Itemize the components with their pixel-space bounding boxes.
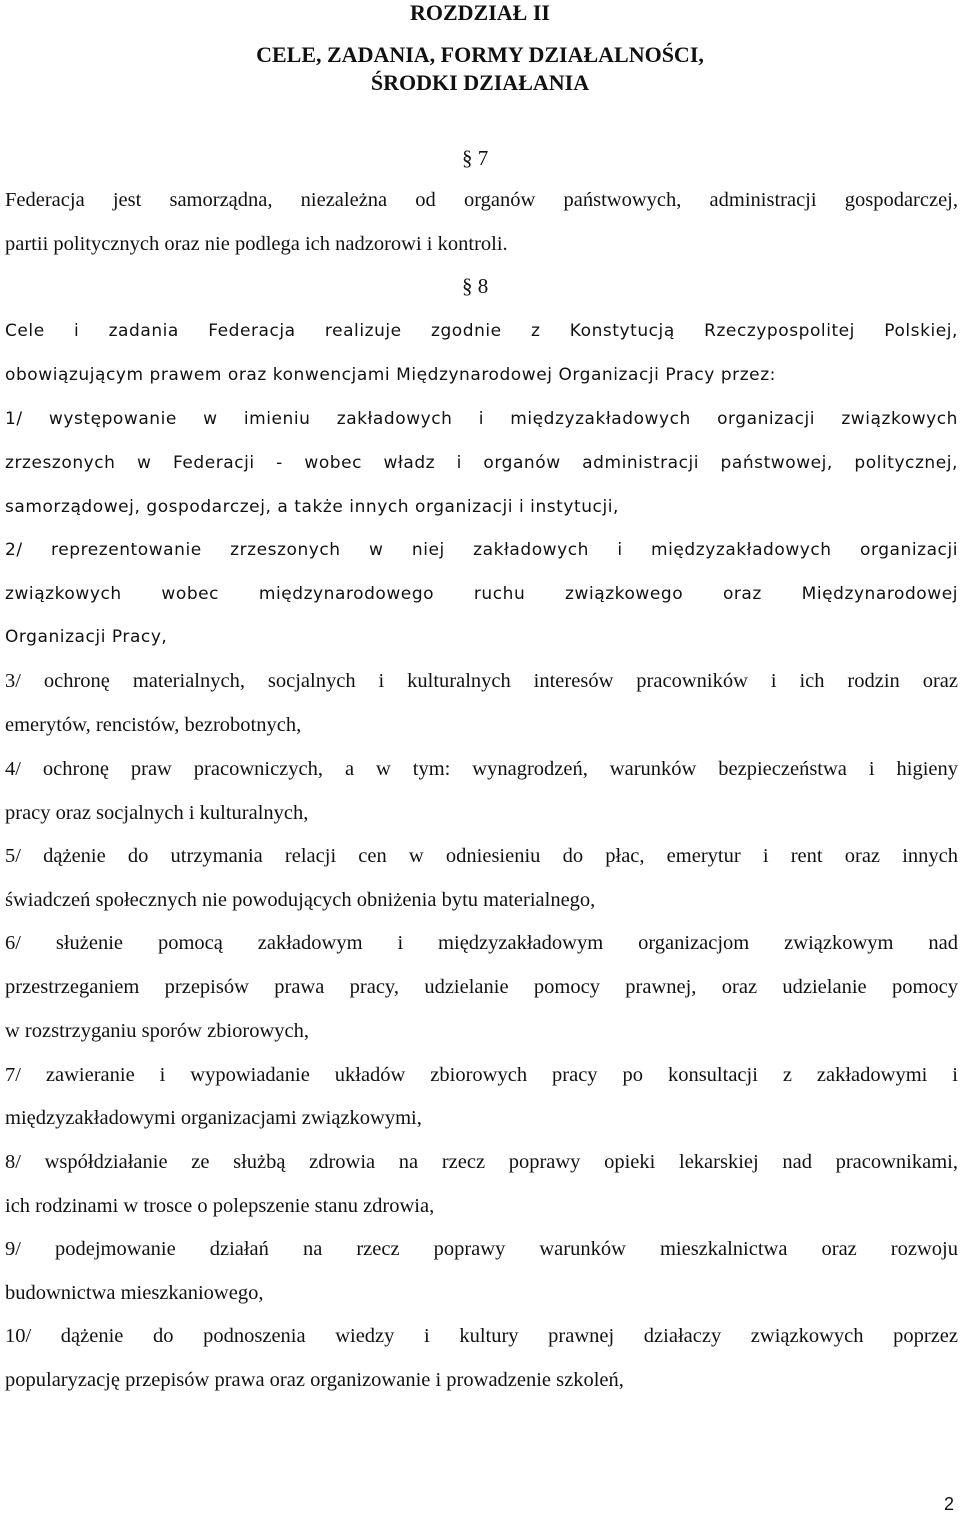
section-8-line: 9/ podejmowanie działań na rzecz poprawy warunków mieszkalnictwa oraz rozwoju bbox=[5, 1238, 958, 1260]
section-8-line: związkowych wobec międzynarodowego ruchu związkowego oraz Międzynarodowej bbox=[5, 584, 958, 604]
section-7-line: Federacja jest samorządna, niezależna od organów państwowych, administracji gospodarczej, bbox=[5, 189, 958, 211]
section-8-line: zrzeszonych w Federacji - wobec władz i organów administracji państwowej, politycznej, bbox=[5, 453, 958, 473]
chapter-title-line-2: ŚRODKI DZIAŁANIA bbox=[370, 70, 590, 95]
section-8-line: 4/ ochronę praw pracowniczych, a w tym: wynagrodzeń, warunków bezpieczeństwa i higieny bbox=[5, 758, 958, 780]
section-8-line: przestrzeganiem przepisów prawa pracy, udzielanie pomocy prawnej, oraz udzielanie pomocy bbox=[5, 976, 958, 998]
section-8-line: obowiązującym prawem oraz konwencjami Międzynarodowej Organizacji Pracy przez: bbox=[5, 365, 776, 385]
section-8-line: Cele i zadania Federacja realizuje zgodnie z Konstytucją Rzeczypospolitej Polskiej, bbox=[5, 321, 958, 341]
page-number: 2 bbox=[943, 1494, 954, 1514]
chapter-title-line-1: CELE, ZADANIA, FORMY DZIAŁALNOŚCI, bbox=[256, 42, 704, 67]
section-8-line: 5/ dążenie do utrzymania relacji cen w odniesieniu do płac, emerytur i rent oraz innych bbox=[5, 845, 958, 867]
chapter-heading: ROZDZIAŁ II bbox=[410, 0, 550, 25]
section-8-line: 7/ zawieranie i wypowiadanie układów zbiorowych pracy po konsultacji z zakładowymi i bbox=[5, 1064, 958, 1086]
section-8-line: ich rodzinami w trosce o polepszenie stanu zdrowia, bbox=[5, 1195, 435, 1217]
section-8-line: świadczeń społecznych nie powodujących obniżenia bytu materialnego, bbox=[5, 889, 596, 911]
section-8-line: 10/ dążenie do podnoszenia wiedzy i kultury prawnej działaczy związkowych poprzez bbox=[5, 1325, 958, 1347]
section-8-line: 3/ ochronę materialnych, socjalnych i kulturalnych interesów pracowników i ich rodzin oraz bbox=[5, 670, 958, 692]
section-8-line: 2/ reprezentowanie zrzeszonych w niej zakładowych i międzyzakładowych organizacji bbox=[5, 540, 958, 560]
section-8-line: 6/ służenie pomocą zakładowym i międzyzakładowym organizacjom związkowym nad bbox=[5, 932, 958, 954]
section-8-line: Organizacji Pracy, bbox=[5, 627, 168, 647]
section-8-line: 1/ występowanie w imieniu zakładowych i międzyzakładowych organizacji związkowych bbox=[5, 409, 958, 429]
section-8-mark: § 8 bbox=[462, 274, 489, 298]
section-8-line: 8/ współdziałanie ze służbą zdrowia na rzecz poprawy opieki lekarskiej nad pracownikami, bbox=[5, 1151, 958, 1173]
section-8-line: budownictwa mieszkaniowego, bbox=[5, 1282, 264, 1304]
section-8-line: popularyzację przepisów prawa oraz organizowanie i prowadzenie szkoleń, bbox=[5, 1369, 624, 1391]
section-8-line: międzyzakładowymi organizacjami związkowymi, bbox=[5, 1107, 422, 1129]
section-7-mark: § 7 bbox=[462, 146, 489, 170]
section-8-line: pracy oraz socjalnych i kulturalnych, bbox=[5, 802, 309, 824]
section-8-line: emerytów, rencistów, bezrobotnych, bbox=[5, 714, 302, 736]
section-7-line: partii politycznych oraz nie podlega ich nadzorowi i kontroli. bbox=[5, 233, 508, 255]
section-8-line: w rozstrzyganiu sporów zbiorowych, bbox=[5, 1020, 310, 1042]
section-8-line: samorządowej, gospodarczej, a także innych organizacji i instytucji, bbox=[5, 497, 619, 517]
